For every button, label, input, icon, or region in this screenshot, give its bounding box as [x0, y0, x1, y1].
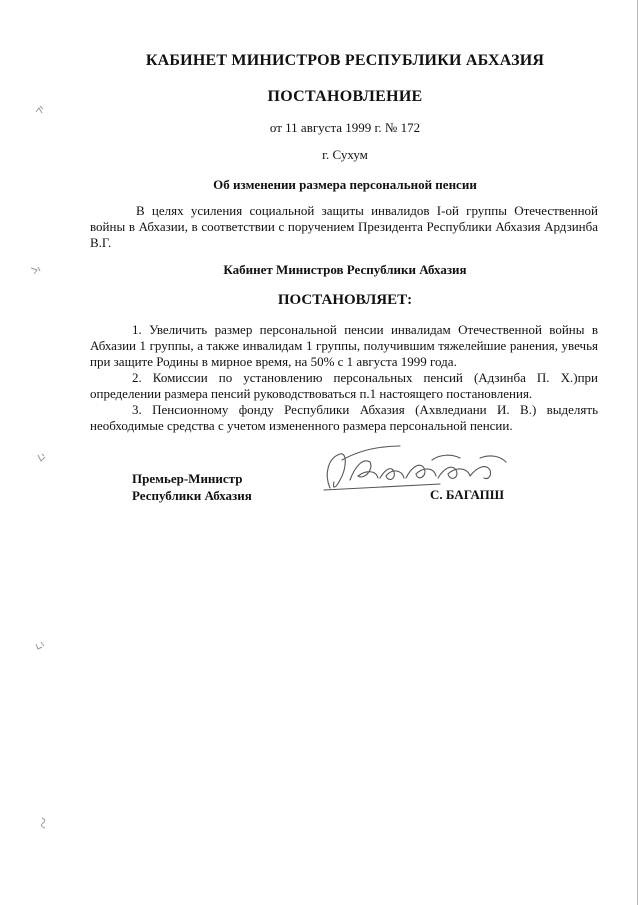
signatory-position-line1: Премьер-Министр [132, 471, 243, 486]
decree-item: 1. Увеличить размер персональной пенсии инвалидам Отечественной войны в Абхазии 1 группы, а также инвалидам 1 группы, получившим тяжелейшие ранения, увечья при защите Родины в мирное время, на 50% с 1 августа 1999 года. [90, 322, 598, 369]
scan-speck [30, 264, 42, 276]
decree-items [90, 322, 598, 434]
page-edge [637, 0, 638, 905]
signatory-name: С. БАГАПШ [430, 487, 505, 502]
date-number: от 11 августа 1999 г. № 172 [269, 120, 421, 135]
subject-line: Об изменении размера персональной пенсии [213, 177, 477, 192]
signatory-position-line2: Республики Абхазия [132, 488, 252, 503]
scan-speck [36, 452, 48, 464]
city: г. Сухум [322, 147, 368, 162]
scan-speck [38, 816, 50, 830]
cabinet-line: Кабинет Министров Республики Абхазия [223, 262, 467, 277]
decree-item: 3. Пенсионному фонду Республики Абхазия (Ахвледиани И. В.) выделять необходимые средства с учетом измененного размера персональной пенсии. [90, 402, 598, 433]
intro-paragraph: В целях усиления социальной защиты инвалидов I-ой группы Отечественной войны в Абхазии, в соответствии с поручением Президента Республики Абхазия Ардзинба В.Г. [90, 203, 598, 250]
decree-item: 2. Комиссии по установлению персональных пенсий (Адзинба П. Х.)при определении размера пенсий руководствоваться п.1 настоящего постановления. [90, 370, 598, 401]
signatory-position [132, 470, 252, 504]
document-title: КАБИНЕТ МИНИСТРОВ РЕСПУБЛИКИ АБХАЗИЯ [145, 52, 545, 69]
document-type: ПОСТАНОВЛЕНИЕ [267, 88, 423, 105]
decree-heading: ПОСТАНОВЛЯЕТ: [277, 292, 413, 308]
scan-speck [34, 104, 46, 116]
scan-speck [34, 640, 46, 652]
